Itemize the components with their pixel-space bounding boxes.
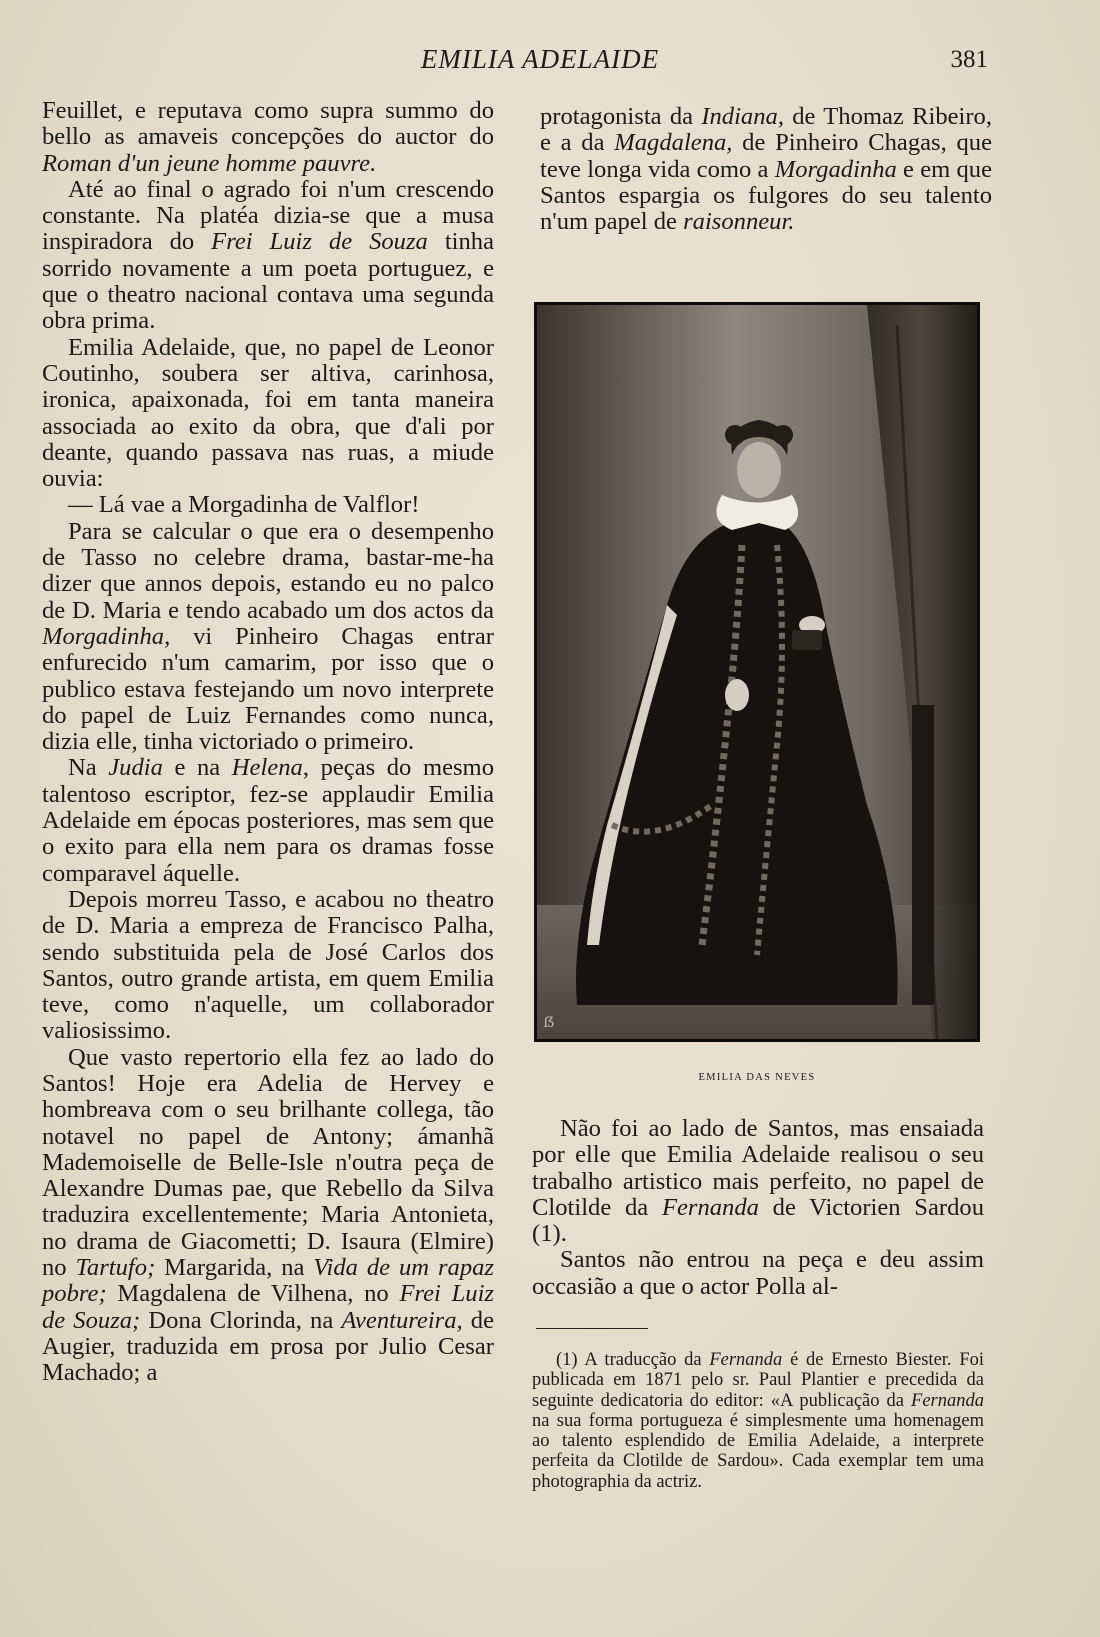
text-run: protagonista da [540,103,702,130]
text-run: Até ao final o agrado foi n'um crescendo constante. Na platéa dizia-se que a musa inspiradora do [42,175,494,256]
paragraph-10: Santos não entrou na peça e deu assim occasião a que o actor Polla al- [532,1246,984,1300]
text-run: e em que Santos espargia os fulgores do seu talento n'um papel de [540,155,993,236]
italic-title: Magdalena, [614,129,733,157]
footnote [532,1350,984,1492]
paragraph-7: Depois morreu Tasso, e acabou no theatro de D. Maria a empreza de Francisco Palha, sendo substituida pela de José Carlos dos Santos, outro grande artista, em quem Emilia teve, como n'aquelle, um collaborador valiosissimo. [42,885,494,1045]
text-run: Feuillet, e reputava como supra summo do bello as amaveis concepções do auctor do [42,97,494,151]
paragraph-continuation [540,104,992,235]
text-run: , de Thomaz Ribeiro, e a da [540,103,993,157]
text-run: é de Ernesto Biester. Foi publicada em 1871 pelo sr. Paul Plantier e precedida da seguinte dedicatoria do editor: «A publicação da [532,1350,984,1411]
italic-title: Judia [108,754,163,782]
italic-title: Frei Luiz de Souza; [42,1280,494,1334]
portrait-illustration [537,305,977,1039]
text-run: tinha sorrido novamente a um poeta portuguez, e que o theatro nacional contava uma segunda obra prima. [42,228,495,335]
photographer-monogram: ẞ [543,1015,555,1031]
text-run: de Pinheiro Chagas, que teve longa vida como a [540,129,992,183]
italic-title: Tartufo; [75,1254,156,1282]
italic-title: Fernanda [709,1350,783,1370]
text-run: Não foi ao lado de Santos, mas ensaiada por elle que Emilia Adelaide realisou o seu trabalho artistico mais perfeito, no papel de Clotilde da [532,1115,984,1221]
italic-title: Morgadinha [774,155,897,183]
text-run: A traducção da [577,1350,710,1370]
paragraph-6 [42,755,494,886]
paragraph-3: Emilia Adelaide, que, no papel de Leonor Coutinho, soubera ser altiva, carinhosa, ironica, apaixonada, foi em tanta maneira associada ao exito da obra, que d'ali por deante, quando passava nas ruas, a miude ouvia: [42,333,494,493]
italic-title: Fernanda [661,1193,759,1221]
paragraph-9 [532,1116,984,1247]
text-run: de Victorien Sardou [758,1193,984,1221]
paragraph-8 [42,1045,494,1387]
text-run: Dona Clorinda, na [140,1306,342,1334]
italic-title: Helena [231,754,303,782]
running-title: EMILIA ADELAIDE [420,44,660,74]
text-run: Que vasto repertorio ella fez ao lado do Santos! Hoje era Adelia de Hervey e hombreava com o seu brilhante collega, tão notavel no papel de Antony; ámanhã Mademoiselle de Belle-Isle n'outra peça de Alexandre Dumas pae, que Rebello da Silva traduzira excellentemente; Maria Antonieta, no drama de Giacometti; D. Isaura (Elmire) no [42,1043,494,1282]
text-run: Margarida, na [155,1254,314,1282]
text-run: na sua forma portugueza é simplesmente uma homenagem ao talento esplendido de Emilia Adelaide, a interprete perfeita da Clotilde de Sardou». Cada exemplar tem uma photographia da actriz. [532,1410,984,1492]
text-run: de Augier, traduzida em prosa por Julio Cesar Machado; a [42,1306,494,1387]
portrait-photograph [534,302,980,1042]
italic-title: Morgadinha [42,622,165,650]
italic-title: Frei Luiz de Souza [211,228,428,256]
italic-title: Aventureira, [341,1306,463,1334]
italic-title: raisonneur. [683,208,795,236]
photo-caption: EMILIA DAS NEVES [698,1072,816,1083]
right-column-top [540,104,992,235]
paragraph-1 [42,98,494,177]
italic-title: Vida de um rapaz pobre; [42,1254,494,1308]
italic-title: Roman d'un jeune homme pauvre. [42,149,377,177]
text-run: , vi Pinheiro Chagas entrar enfurecido n'um camarim, por isso que o publico estava festejando um novo interprete do papel de Luiz Fernandes como nunca, dizia elle, tinha victoriado o primeiro. [42,622,494,756]
footnote-marker: (1) [556,1350,578,1370]
page-number: 381 [950,46,988,73]
left-column [42,98,494,1387]
footnote-reference: (1) [532,1220,561,1248]
text-run: Para se calcular o que era o desempenho de Tasso no celebre drama, bastar-me-ha dizer que annos depois, estando eu no palco de D. Maria e tendo acabado um dos actos da [42,517,494,624]
text-run: Magdalena de Vilhena, no [106,1280,400,1308]
text-run: Na [68,754,109,782]
right-column-bottom [532,1116,984,1300]
footnote-text [532,1350,984,1492]
italic-title: Fernanda [911,1390,984,1411]
text-run: . [560,1220,567,1248]
paragraph-4-quote: — Lá vae a Morgadinha de Valflor! [68,491,420,519]
paragraph-5 [42,519,494,756]
italic-title: Indiana [701,103,778,130]
text-run: e na [162,754,232,782]
paragraph-2 [42,177,494,335]
text-run: , peças do mesmo talentoso escriptor, fez-se applaudir Emilia Adelaide em épocas posteriores, mas sem que o exito para ella nem para os dramas fosse comparavel áquelle. [42,754,494,887]
footnote-rule [536,1328,648,1329]
